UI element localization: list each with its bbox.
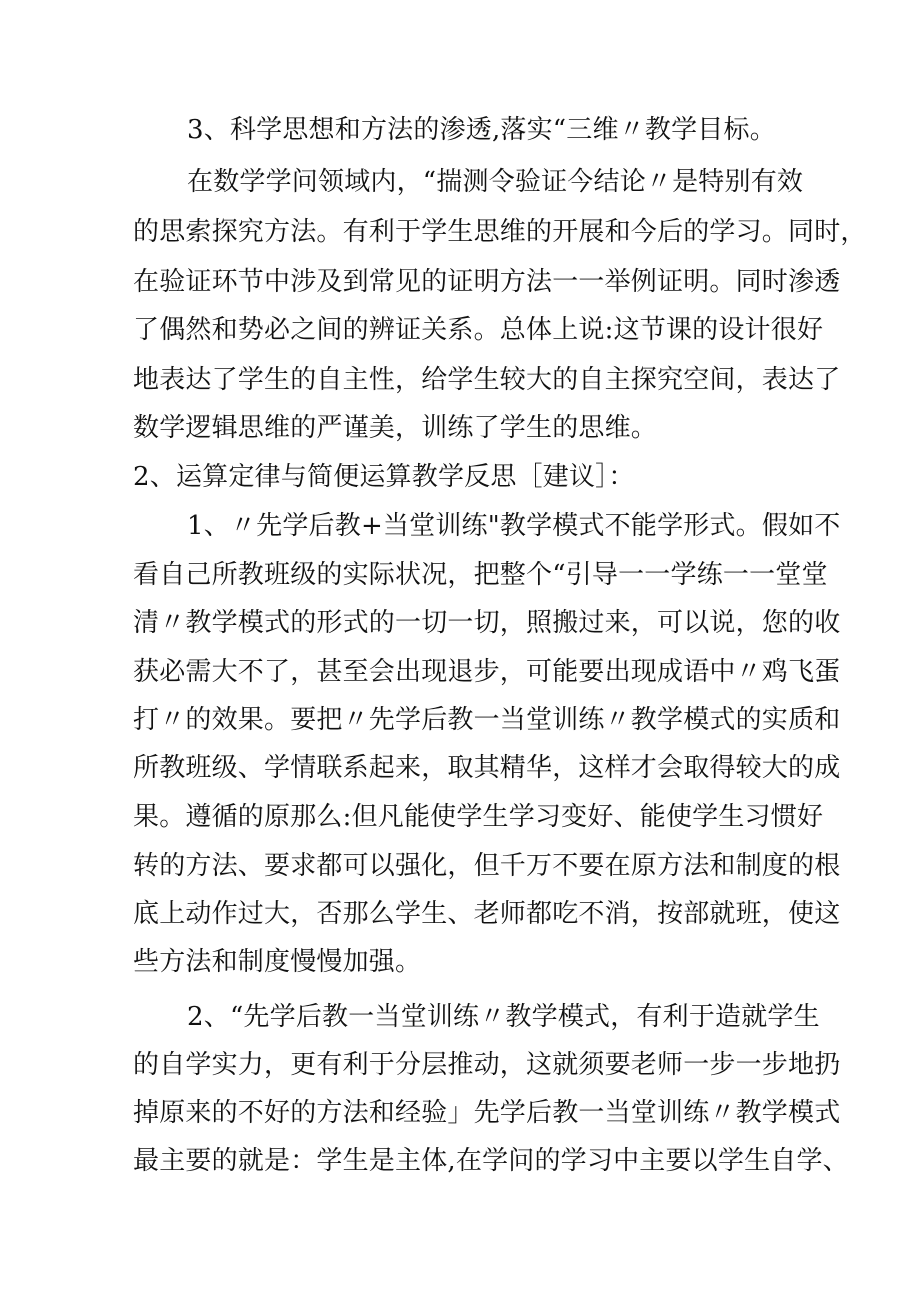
text-line: 了偶然和势必之间的辨证关系。总体上说:这节课的设计很好 [133,315,824,345]
text-line: 地表达了学生的自主性，给学生较大的自主探究空间，表达了 [133,365,841,395]
text-line: 最主要的就是：学生是主体,在学问的学习中主要以学生自学、 [133,1146,849,1176]
text-line: 数学逻辑思维的严谨美，训练了学生的思维。 [133,413,658,443]
text-line: 在数学学问领域内，“揣测令验证今结论〃是特别有效 [187,167,804,197]
text-line: 底上动作过大，否那么学生、老师都吃不消，按部就班，使这 [133,899,841,929]
text-line: 在验证环节中涉及到常见的证明方法一一举例证明。同时渗透 [133,267,841,297]
text-line: 清〃教学模式的形式的一切一切，照搬过来，可以说，您的收 [133,608,841,638]
text-line: 所教班级、学情联系起来，取其精华，这样才会取得较大的成 [133,753,841,783]
section-heading: 2、运算定律与简便运算教学反思［建议］： [133,462,635,492]
text-line: 2、“先学后教一当堂训练〃教学模式，有利于造就学生 [187,1002,820,1032]
text-line: 看自己所教班级的实际状况，把整个“引导一一学练一一堂堂 [133,560,828,590]
text-line: 3、科学思想和方法的渗透,落实“三维〃教学目标。 [187,115,776,145]
text-line: 些方法和制度慢慢加强。 [133,947,422,977]
text-line: 果。遵循的原那么:但凡能使学生学习变好、能使学生习惯好 [133,802,824,832]
text-line: 获必需大不了，甚至会出现退步，可能要出现成语中〃鸡飞蛋 [133,657,841,687]
text-line: 的自学实力，更有利于分层推动，这就须要老师一步一步地扔 [133,1050,841,1080]
text-line: 1、〃先学后教+当堂训练"教学模式不能学形式。假如不 [187,511,841,541]
text-line: 打〃的效果。要把〃先学后教一当堂训练〃教学模式的实质和 [133,705,841,735]
text-line: 的思索探究方法。有利于学生思维的开展和今后的学习。同时， [133,217,867,247]
text-line: 转的方法、要求都可以强化，但千万不要在原方法和制度的根 [133,851,841,881]
text-line: 掉原来的不好的方法和经验」先学后教一当堂训练〃教学模式 [133,1098,841,1128]
